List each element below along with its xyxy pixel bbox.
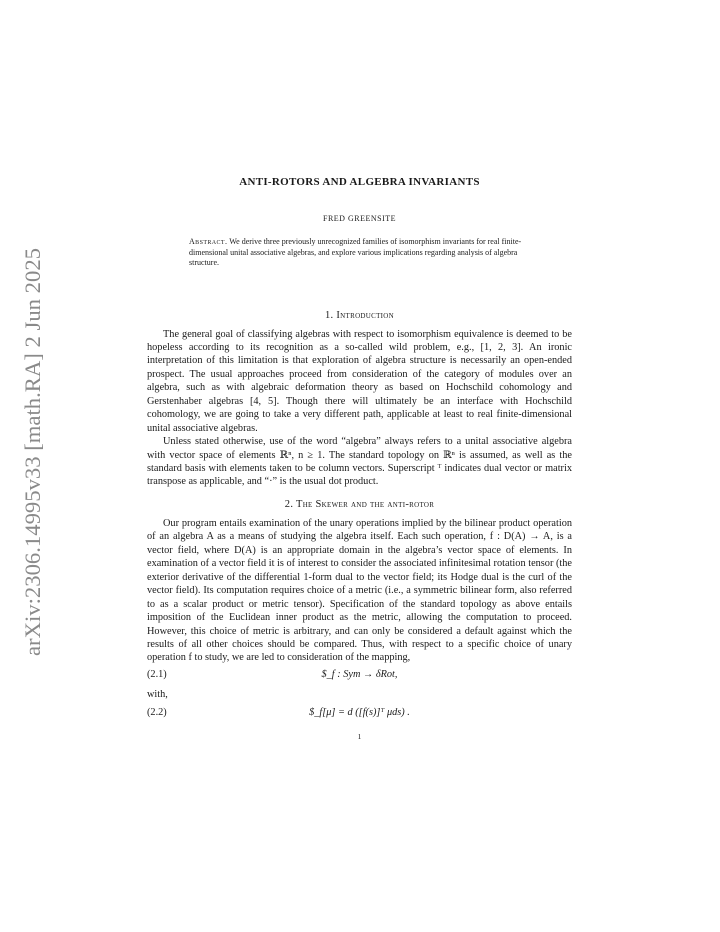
paper-title: ANTI-ROTORS AND ALGEBRA INVARIANTS: [239, 176, 480, 188]
equation-2-1-number: (2.1): [147, 668, 167, 680]
paper-page: [147, 170, 572, 741]
abstract-text: We derive three previously unrecognized families of isomorphism invariants for real finite-dimensional unital associative algebras, and explore various implications regarding analysis of algebra structure.: [189, 237, 522, 267]
section-heading-skewer: 2. The Skewer and the anti-rotor: [284, 498, 435, 510]
arxiv-side-stamp-text: arXiv:2306.14995v33 [math.RA] 2 Jun 2025: [20, 260, 45, 656]
skewer-paragraph-1: Our program entails examination of the unary operations implied by the bilinear product operation of an algebra A as a means of studying the algebra itself. Each such operation, f : D(A) → A, is a vector field, where D(A) is an appropriate domain in the algebra’s vector space of elements. In examination of a vector field it is of interest to consider the associated infinitesimal rotation tensor (the exterior derivative of the differential 1-form dual to the vector field; its Hodge dual is the curl of the vector field). Its computation requires choice of a metric (i.e., a symmetric bilinear form, also referred to as a scalar product or metric tensor). Specification of the standard topology as above entails imposition of the Euclidean inner product as the metric, allowing the computation to proceed. However, this choice of metric is arbitrary, and can only be considered a default against which the results of all other choices should be compared. Thus, with respect to a specific choice of unary operation f to study, we are led to consideration of the mapping,: [147, 517, 572, 664]
equation-2-2: [147, 703, 572, 722]
with-text: with,: [147, 688, 168, 700]
intro-paragraph-2: Unless stated otherwise, use of the word “algebra” always refers to a unital associative algebra with vector space of elements ℝⁿ, n ≥ 1. The standard topology on ℝⁿ is assumed, as well as the standard basis with elements taken to be column vectors. Superscript ᵀ indicates dual vector or matrix transpose as applicable, and “·” is the usual dot product.: [147, 436, 572, 488]
equation-2-2-number: (2.2): [147, 707, 167, 719]
intro-paragraph-1: The general goal of classifying algebras with respect to isomorphism equivalence is deemed to be hopeless according to its recognition as a so-called wild problem, e.g., [1, 2, 3]. An ironic interpretation of this limitation is that exploration of algebra structure is necessarily an open-ended prospect. The usual approaches proceed from consideration of the category of modules over an algebra, such as with algebraic deformation theory as based on Hochschild cohomology and Gerstenhaber algebras [4, 5]. Though there will ultimately be an interface with Hochschild cohomology, we are going to take a very different path, applicable at least to real finite-dimensional unital associative algebras.: [147, 328, 572, 434]
page-number: 1: [357, 732, 362, 742]
equation-2-1: [147, 665, 572, 684]
equation-2-1-body: $_f : Sym → δRot,: [321, 668, 398, 680]
arxiv-side-stamp-svg: [14, 248, 48, 658]
abstract: [189, 237, 530, 269]
abstract-label: Abstract.: [189, 237, 228, 246]
section-heading-introduction: 1. Introduction: [324, 309, 395, 321]
equation-2-2-body: $_f[μ] = d ([f(s)]ᵀ μds) .: [309, 707, 410, 719]
arxiv-side-stamp: [14, 248, 48, 658]
paper-author: FRED GREENSITE: [323, 214, 396, 223]
